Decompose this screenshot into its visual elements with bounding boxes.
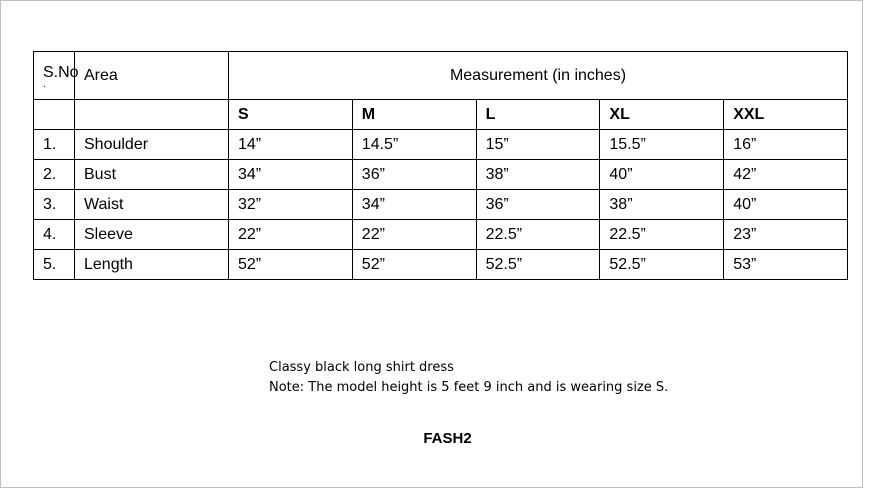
- value-cell: 38”: [476, 160, 600, 190]
- value-cell: 40”: [724, 190, 848, 220]
- value-cell: 40”: [600, 160, 724, 190]
- area-header-cell: Area: [75, 52, 229, 100]
- value-cell: 32”: [229, 190, 353, 220]
- table-row: [34, 250, 848, 280]
- sno-cell: 1.: [34, 130, 75, 160]
- table-row: [34, 130, 848, 160]
- value-cell: 16”: [724, 130, 848, 160]
- area-cell: Shoulder: [75, 130, 229, 160]
- value-cell: 34”: [352, 190, 476, 220]
- sno-header-cell: [34, 52, 79, 100]
- table-row: [34, 220, 848, 250]
- area-cell: Bust: [75, 160, 229, 190]
- model-size-note: Note: The model height is 5 feet 9 inch and is wearing size S.: [269, 380, 669, 395]
- size-header-m: M: [352, 100, 476, 130]
- value-cell: 36”: [476, 190, 600, 220]
- sno-header-label: S.No: [43, 63, 79, 81]
- sno-cell: 3.: [34, 190, 75, 220]
- value-cell: 53”: [724, 250, 848, 280]
- value-cell: 52.5”: [600, 250, 724, 280]
- size-chart-table: [33, 51, 848, 280]
- value-cell: 22.5”: [476, 220, 600, 250]
- value-cell: 34”: [229, 160, 353, 190]
- value-cell: 38”: [600, 190, 724, 220]
- value-cell: 42”: [724, 160, 848, 190]
- area-cell: Waist: [75, 190, 229, 220]
- product-code: FASH2: [423, 430, 472, 447]
- value-cell: 15”: [476, 130, 600, 160]
- value-cell: 36”: [352, 160, 476, 190]
- table-header-row: [34, 52, 848, 100]
- value-cell: 52.5”: [476, 250, 600, 280]
- sno-header-dot: .: [43, 78, 46, 90]
- sno-cell: 4.: [34, 220, 75, 250]
- area-cell: Length: [75, 250, 229, 280]
- value-cell: 23”: [724, 220, 848, 250]
- size-header-xl: XL: [600, 100, 724, 130]
- product-description: Classy black long shirt dress: [269, 360, 454, 375]
- value-cell: 52”: [352, 250, 476, 280]
- value-cell: 14”: [229, 130, 353, 160]
- size-header-l: L: [476, 100, 600, 130]
- size-header-s: S: [229, 100, 353, 130]
- sno-cell: 5.: [34, 250, 75, 280]
- value-cell: 22”: [352, 220, 476, 250]
- value-cell: 22.5”: [600, 220, 724, 250]
- empty-cell: [75, 100, 229, 130]
- table-row: [34, 160, 848, 190]
- value-cell: 52”: [229, 250, 353, 280]
- value-cell: 14.5”: [352, 130, 476, 160]
- table-row: [34, 190, 848, 220]
- value-cell: 15.5”: [600, 130, 724, 160]
- empty-cell: [34, 100, 75, 130]
- sno-cell: 2.: [34, 160, 75, 190]
- value-cell: 22”: [229, 220, 353, 250]
- measurement-header-cell: Measurement (in inches): [229, 52, 848, 100]
- size-header-row: [34, 100, 848, 130]
- product-caption: [269, 358, 668, 398]
- area-cell: Sleeve: [75, 220, 229, 250]
- size-header-xxl: XXL: [724, 100, 848, 130]
